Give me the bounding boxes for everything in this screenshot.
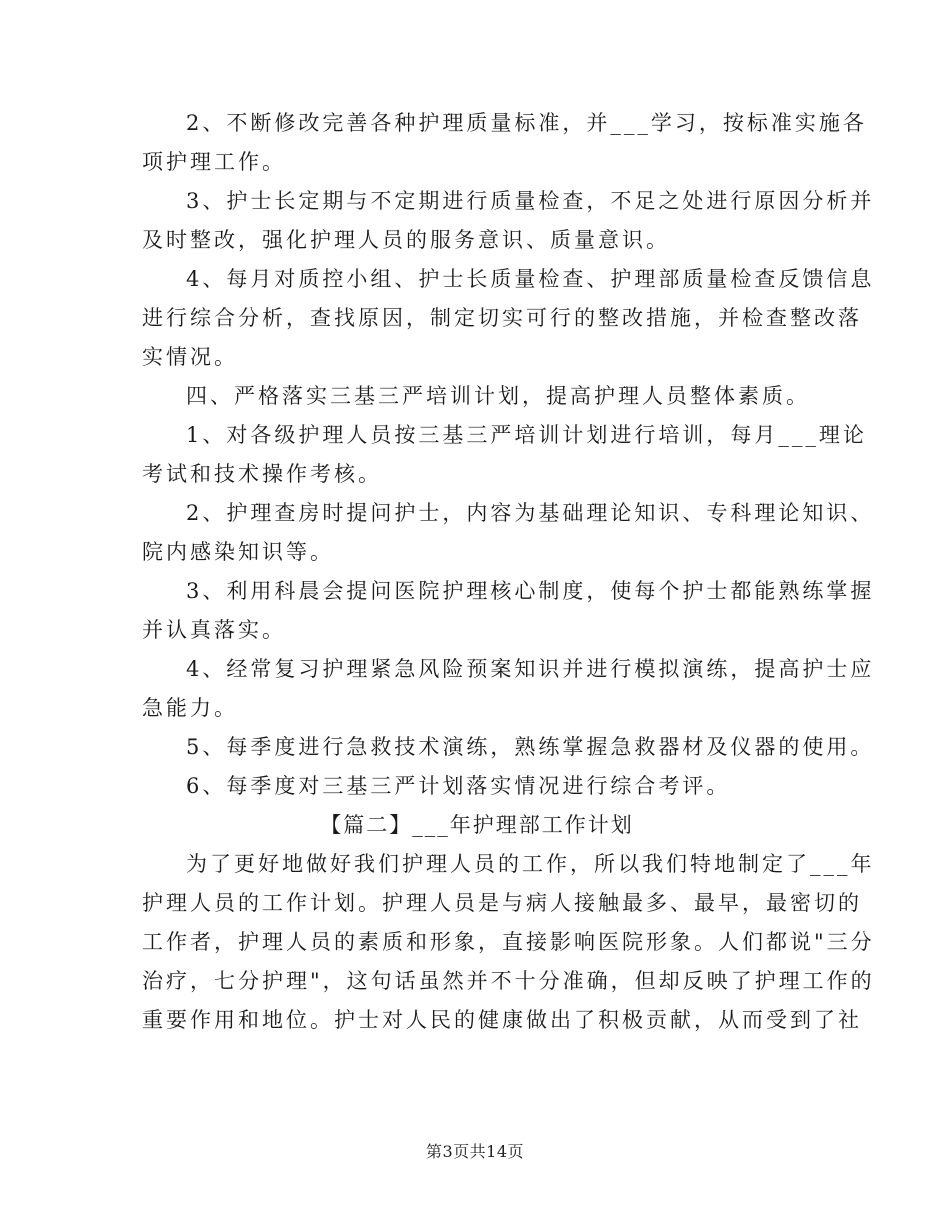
paragraph-3-morning-meeting: [142, 572, 875, 650]
text-line: 急能力。: [142, 696, 238, 720]
text-line: 治疗，七分护理"，这句话虽然并不十分准确，但却反映了护理工作的: [142, 969, 875, 993]
text-line: 3、护士长定期与不定期进行质量检查，不足之处进行原因分析并: [186, 189, 875, 213]
text-line: 为了更好地做好我们护理人员的工作，所以我们特地制定了___年: [186, 852, 875, 876]
text-line: 重要作用和地位。护士对人民的健康做出了积极贡献，从而受到了社: [142, 1008, 862, 1032]
text-line: 5、每季度进行急救技术演练，熟练掌握急救器材及仪器的使用。: [186, 735, 875, 759]
section-heading: 【篇二】___年护理部工作计划: [320, 813, 634, 837]
paragraph-2-rounds: [142, 494, 875, 572]
paragraph-1-training: [142, 416, 867, 494]
text-line: 工作者，护理人员的素质和形象，直接影响医院形象。人们都说"三分: [142, 930, 875, 954]
text-line: 2、不断修改完善各种护理质量标准，并___学习，按标准实施各: [186, 111, 867, 135]
text-line: 1、对各级护理人员按三基三严培训计划进行培训，每月___理论: [186, 423, 867, 447]
page-number-footer: 第3页共14页: [425, 1142, 525, 1161]
paragraph-4-analysis: [142, 260, 875, 377]
text-line: 2、护理查房时提问护士，内容为基础理论知识、专科理论知识、: [186, 501, 875, 525]
text-line: 6、每季度对三基三严计划落实情况进行综合考评。: [186, 774, 731, 798]
text-line: 3、利用科晨会提问医院护理核心制度，使每个护士都能熟练掌握: [186, 579, 875, 603]
text-line: 并认真落实。: [142, 618, 286, 642]
paragraph-5-quarterly-drill: [142, 728, 875, 767]
paragraph-3-inspection: [142, 182, 875, 260]
text-line: 项护理工作。: [142, 150, 286, 174]
paragraph-4-emergency-drill: [142, 650, 875, 728]
text-line: 院内感染知识等。: [142, 540, 334, 564]
text-line: 实情况。: [142, 345, 238, 369]
text-line: 4、每月对质控小组、护士长质量检查、护理部质量检查反馈信息: [186, 267, 875, 291]
text-line: 及时整改，强化护理人员的服务意识、质量意识。: [142, 228, 670, 252]
text-line: 进行综合分析，查找原因，制定切实可行的整改措施，并检查整改落: [142, 306, 862, 330]
section-four-heading: [142, 377, 812, 416]
paragraph-6-evaluation: [142, 767, 812, 806]
paragraph-2-standards: [142, 104, 867, 182]
text-line: 4、经常复习护理紧急风险预案知识并进行模拟演练，提高护士应: [186, 657, 875, 681]
text-line: 护理人员的工作计划。护理人员是与病人接触最多、最早，最密切的: [142, 891, 862, 915]
intro-paragraph: [142, 845, 875, 1040]
page-body: [142, 104, 875, 1040]
text-line: 四、严格落实三基三严培训计划，提高护理人员整体素质。: [186, 384, 810, 408]
text-line: 考试和技术操作考核。: [142, 462, 382, 486]
